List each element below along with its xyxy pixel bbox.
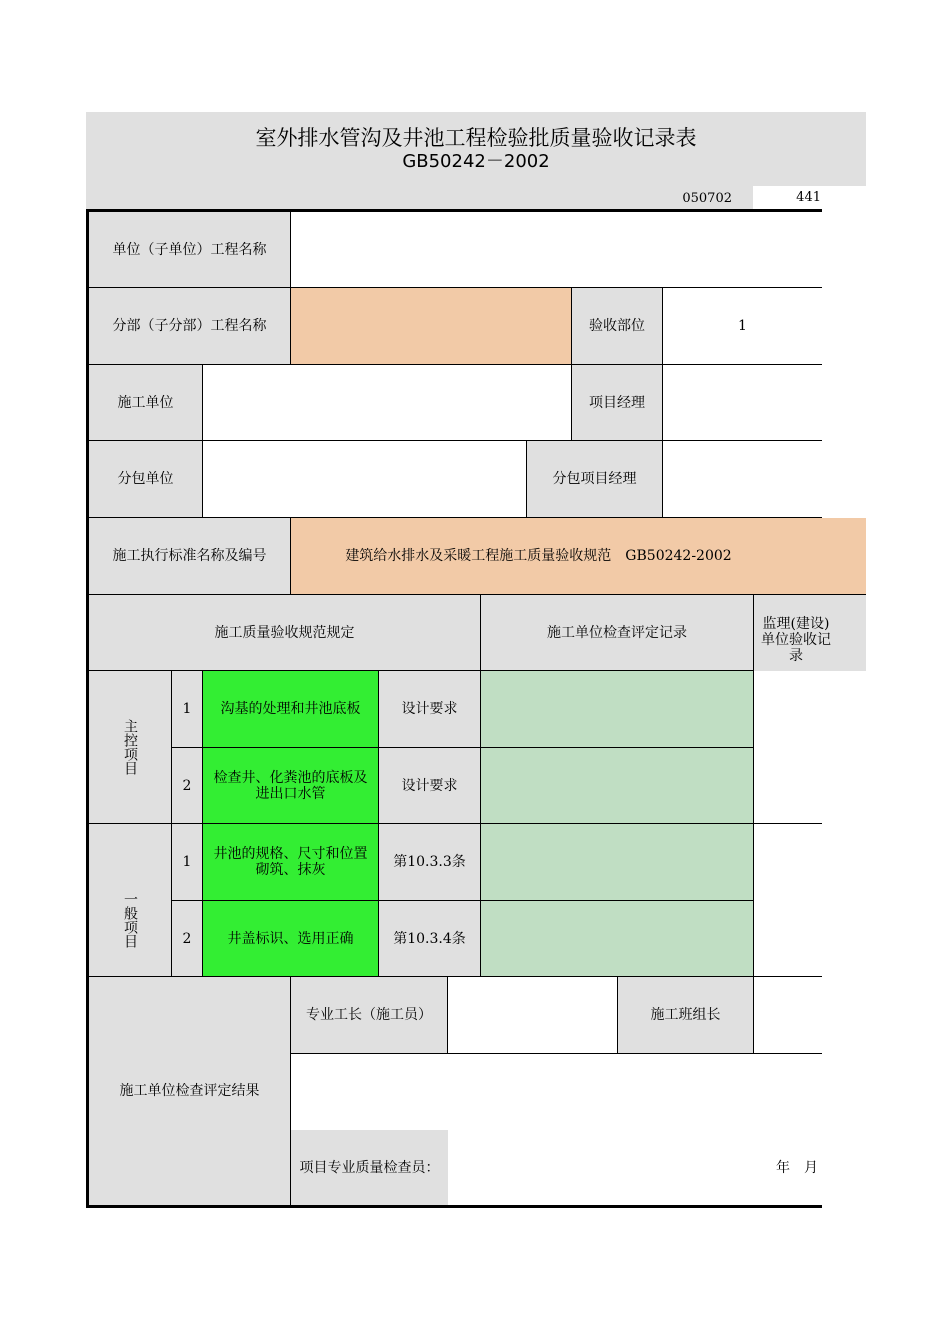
date-label: 年 月: [776, 1160, 818, 1176]
form-number: 050702: [682, 191, 732, 206]
item-2-no: 2: [172, 748, 203, 824]
construction-unit-field[interactable]: [203, 365, 572, 441]
unit-project-field[interactable]: [291, 212, 822, 288]
acceptance-part-label: 验收部位: [572, 288, 663, 365]
item-1-no: 1: [172, 671, 203, 748]
col-header-supervision-wrap: [754, 595, 866, 671]
subcontract-unit-label: 分包单位: [89, 441, 203, 518]
item-2-name: 检查井、化粪池的底板及进出口水管: [203, 748, 379, 824]
main-group-text: 主控项目: [122, 719, 138, 775]
item-4-req: 第10.3.4条: [379, 901, 481, 977]
subcontract-manager-field[interactable]: [663, 441, 822, 518]
project-manager-field[interactable]: [663, 365, 822, 441]
col-header-record: 施工单位检查评定记录: [481, 595, 754, 671]
result-content-area[interactable]: [291, 1054, 822, 1130]
item-1-name: 沟基的处理和井池底板: [203, 671, 379, 748]
unit-project-label: 单位（子单位）工程名称: [89, 212, 291, 288]
item-2-record[interactable]: [481, 748, 754, 824]
team-leader-field[interactable]: [754, 977, 822, 1054]
foreman-label: 专业工长（施工员）: [291, 977, 448, 1054]
item-3-supervision[interactable]: [754, 824, 822, 977]
foreman-field[interactable]: [448, 977, 618, 1054]
standard-label: 施工执行标准名称及编号: [89, 518, 291, 595]
project-manager-label: 项目经理: [572, 365, 663, 441]
sub-project-label: 分部（子分部）工程名称: [89, 288, 291, 365]
standard-field[interactable]: 建筑给水排水及采暖工程施工质量验收规范 GB50242-2002: [291, 518, 866, 595]
item-1-req: 设计要求: [379, 671, 481, 748]
subcontract-unit-field[interactable]: [203, 441, 527, 518]
item-3-req: 第10.3.3条: [379, 824, 481, 901]
serial-number: 441: [753, 186, 866, 210]
inspector-label-cell: [291, 1130, 448, 1205]
item-2-req: 设计要求: [379, 748, 481, 824]
construction-unit-label: 施工单位: [89, 365, 203, 441]
result-label: 施工单位检查评定结果: [89, 977, 291, 1205]
item-3-record[interactable]: [481, 824, 754, 901]
form-code: GB50242－2002: [402, 151, 550, 172]
form-title: 室外排水管沟及井池工程检验批质量验收记录表: [255, 126, 697, 150]
table-bottom-border: [86, 1205, 822, 1208]
general-group-text: 一般项目: [122, 892, 138, 948]
sub-project-field[interactable]: [291, 288, 572, 365]
item-4-name: 井盖标识、选用正确: [203, 901, 379, 977]
item-1-record[interactable]: [481, 671, 754, 748]
inspector-label: 项目专业质量检查员：: [299, 1159, 440, 1176]
item-4-record[interactable]: [481, 901, 754, 977]
acceptance-part-field[interactable]: 1: [663, 288, 822, 365]
item-1-supervision[interactable]: [754, 671, 822, 824]
subcontract-manager-label: 分包项目经理: [527, 441, 663, 518]
team-leader-label: 施工班组长: [618, 977, 754, 1054]
col-header-spec: 施工质量验收规范规定: [89, 595, 481, 671]
col-header-supervision: 监理(建设)单位验收记录: [761, 616, 831, 664]
item-3-name: 井池的规格、尺寸和位置砌筑、抹灰: [203, 824, 379, 901]
item-3-no: 1: [172, 824, 203, 901]
general-group-label: [89, 824, 172, 977]
main-group-label: [89, 671, 172, 824]
item-4-no: 2: [172, 901, 203, 977]
